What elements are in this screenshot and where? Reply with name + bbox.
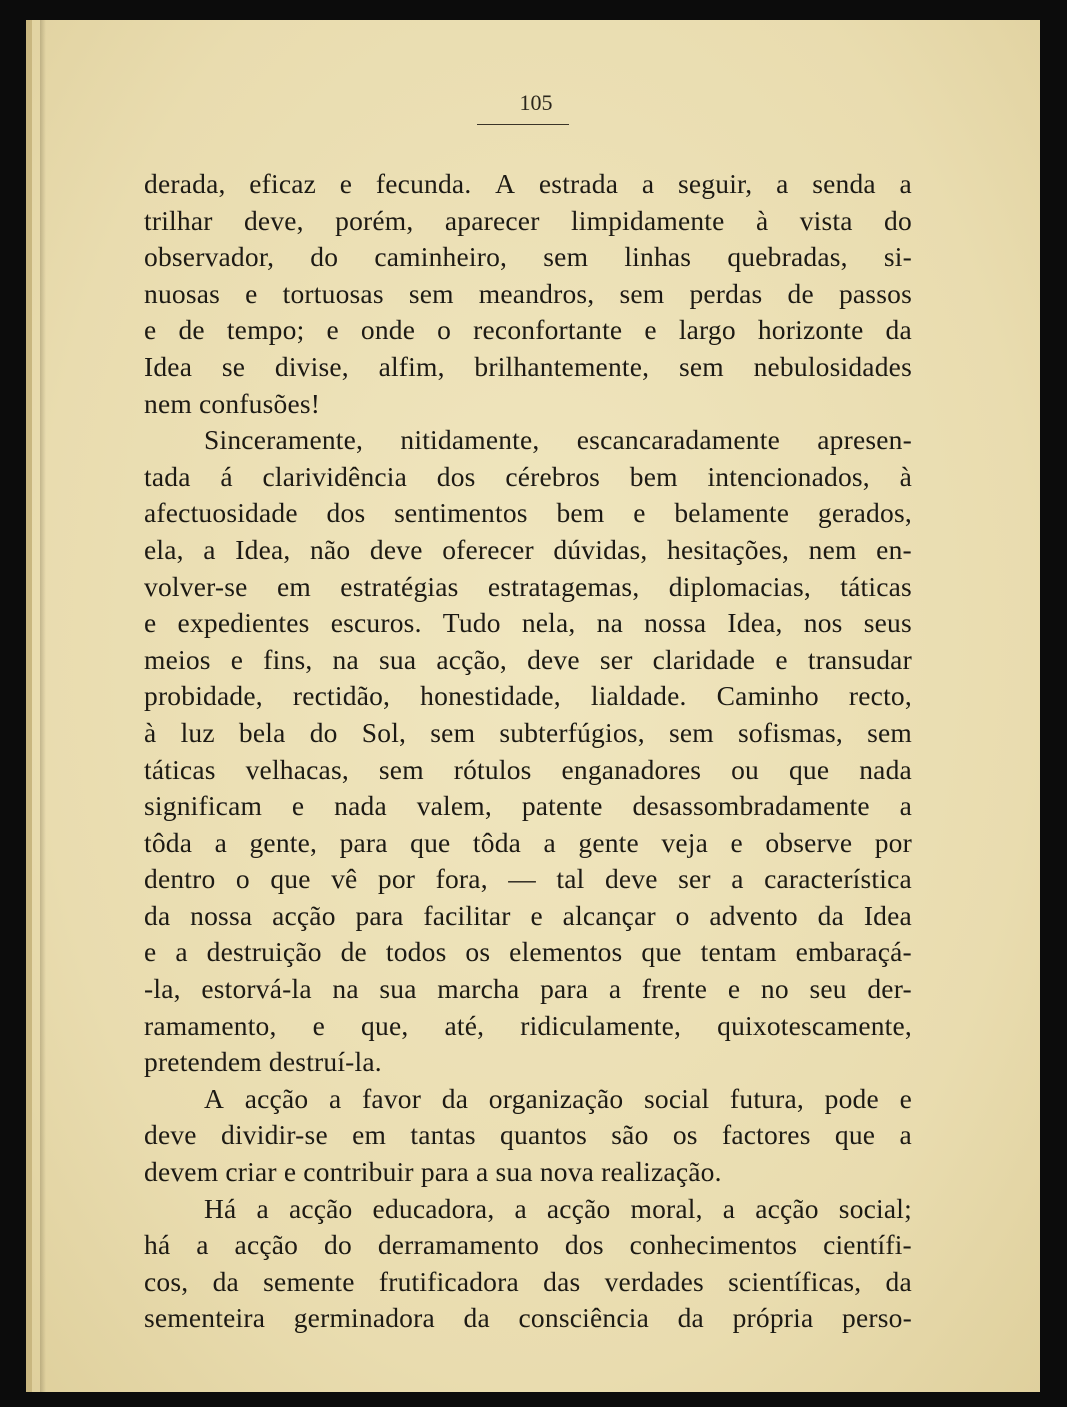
text-line: ela, a Idea, não deve oferecer dúvidas, hesitações, nem en- bbox=[144, 533, 912, 565]
text-line: nem confusões! bbox=[144, 387, 321, 419]
text-line: e de tempo; e onde o reconfortante e largo horizonte da bbox=[144, 314, 912, 346]
text-line: há a acção do derramamento dos conhecimentos científi- bbox=[144, 1229, 912, 1261]
text-line: sementeira germinadora da consciência da própria perso- bbox=[144, 1302, 912, 1334]
text-line: tôda a gente, para que tôda a gente veja e observe por bbox=[144, 826, 912, 858]
page-spine-shadow bbox=[40, 20, 46, 1392]
text-line: Há a acção educadora, a acção moral, a acção social; bbox=[204, 1192, 912, 1224]
text-line: tada á clarividência dos cérebros bem intencionados, à bbox=[144, 460, 912, 492]
header-rule bbox=[477, 124, 569, 125]
text-line: Sinceramente, nitidamente, escancaradamente apresen- bbox=[204, 424, 912, 456]
text-line: nuosas e tortuosas sem meandros, sem perdas de passos bbox=[144, 277, 912, 309]
text-line: e a destruição de todos os elementos que tentam embaraçá- bbox=[144, 936, 912, 968]
book-page bbox=[26, 20, 1040, 1392]
page-number: 105 bbox=[519, 90, 553, 115]
text-line: significam e nada valem, patente desassombradamente a bbox=[144, 790, 912, 822]
text-line: derada, eficaz e fecunda. A estrada a seguir, a senda a bbox=[144, 168, 912, 199]
text-line: devem criar e contribuir para a sua nova realização. bbox=[144, 1156, 722, 1188]
text-line: táticas velhacas, sem rótulos enganadores ou que nada bbox=[144, 753, 912, 785]
text-line: afectuosidade dos sentimentos bem e belamente gerados, bbox=[144, 497, 912, 529]
text-line: cos, da semente frutificadora das verdades scientíficas, da bbox=[144, 1265, 912, 1297]
text-line: da nossa acção para facilitar e alcançar o advento da Idea bbox=[144, 899, 912, 931]
text-line: -la, estorvá-la na sua marcha para a frente e no seu der- bbox=[144, 973, 912, 1005]
body-text bbox=[144, 166, 912, 1337]
text-line: deve dividir-se em tantas quantos são os factores que a bbox=[144, 1119, 912, 1151]
text-line: à luz bela do Sol, sem subterfúgios, sem sofismas, sem bbox=[144, 716, 912, 748]
text-line: pretendem destruí-la. bbox=[144, 1046, 382, 1078]
text-line: e expedientes escuros. Tudo nela, na nossa Idea, nos seus bbox=[144, 607, 912, 639]
text-line: meios e fins, na sua acção, deve ser claridade e transudar bbox=[144, 643, 912, 675]
text-line: A acção a favor da organização social futura, pode e bbox=[204, 1082, 912, 1114]
text-line: dentro o que vê por fora, — tal deve ser a característica bbox=[144, 863, 912, 895]
text-line: Idea se divise, alfim, brilhantemente, sem nebulosidades bbox=[144, 350, 912, 382]
text-line: ramamento, e que, até, ridiculamente, quixotescamente, bbox=[144, 1009, 912, 1041]
text-line: trilhar deve, porém, aparecer limpidamente à vista do bbox=[144, 204, 912, 236]
text-line: volver-se em estratégias estratagemas, diplomacias, táticas bbox=[144, 570, 912, 602]
text-line: observador, do caminheiro, sem linhas quebradas, si- bbox=[144, 241, 912, 273]
text-line: probidade, rectidão, honestidade, lialdade. Caminho recto, bbox=[144, 680, 912, 712]
